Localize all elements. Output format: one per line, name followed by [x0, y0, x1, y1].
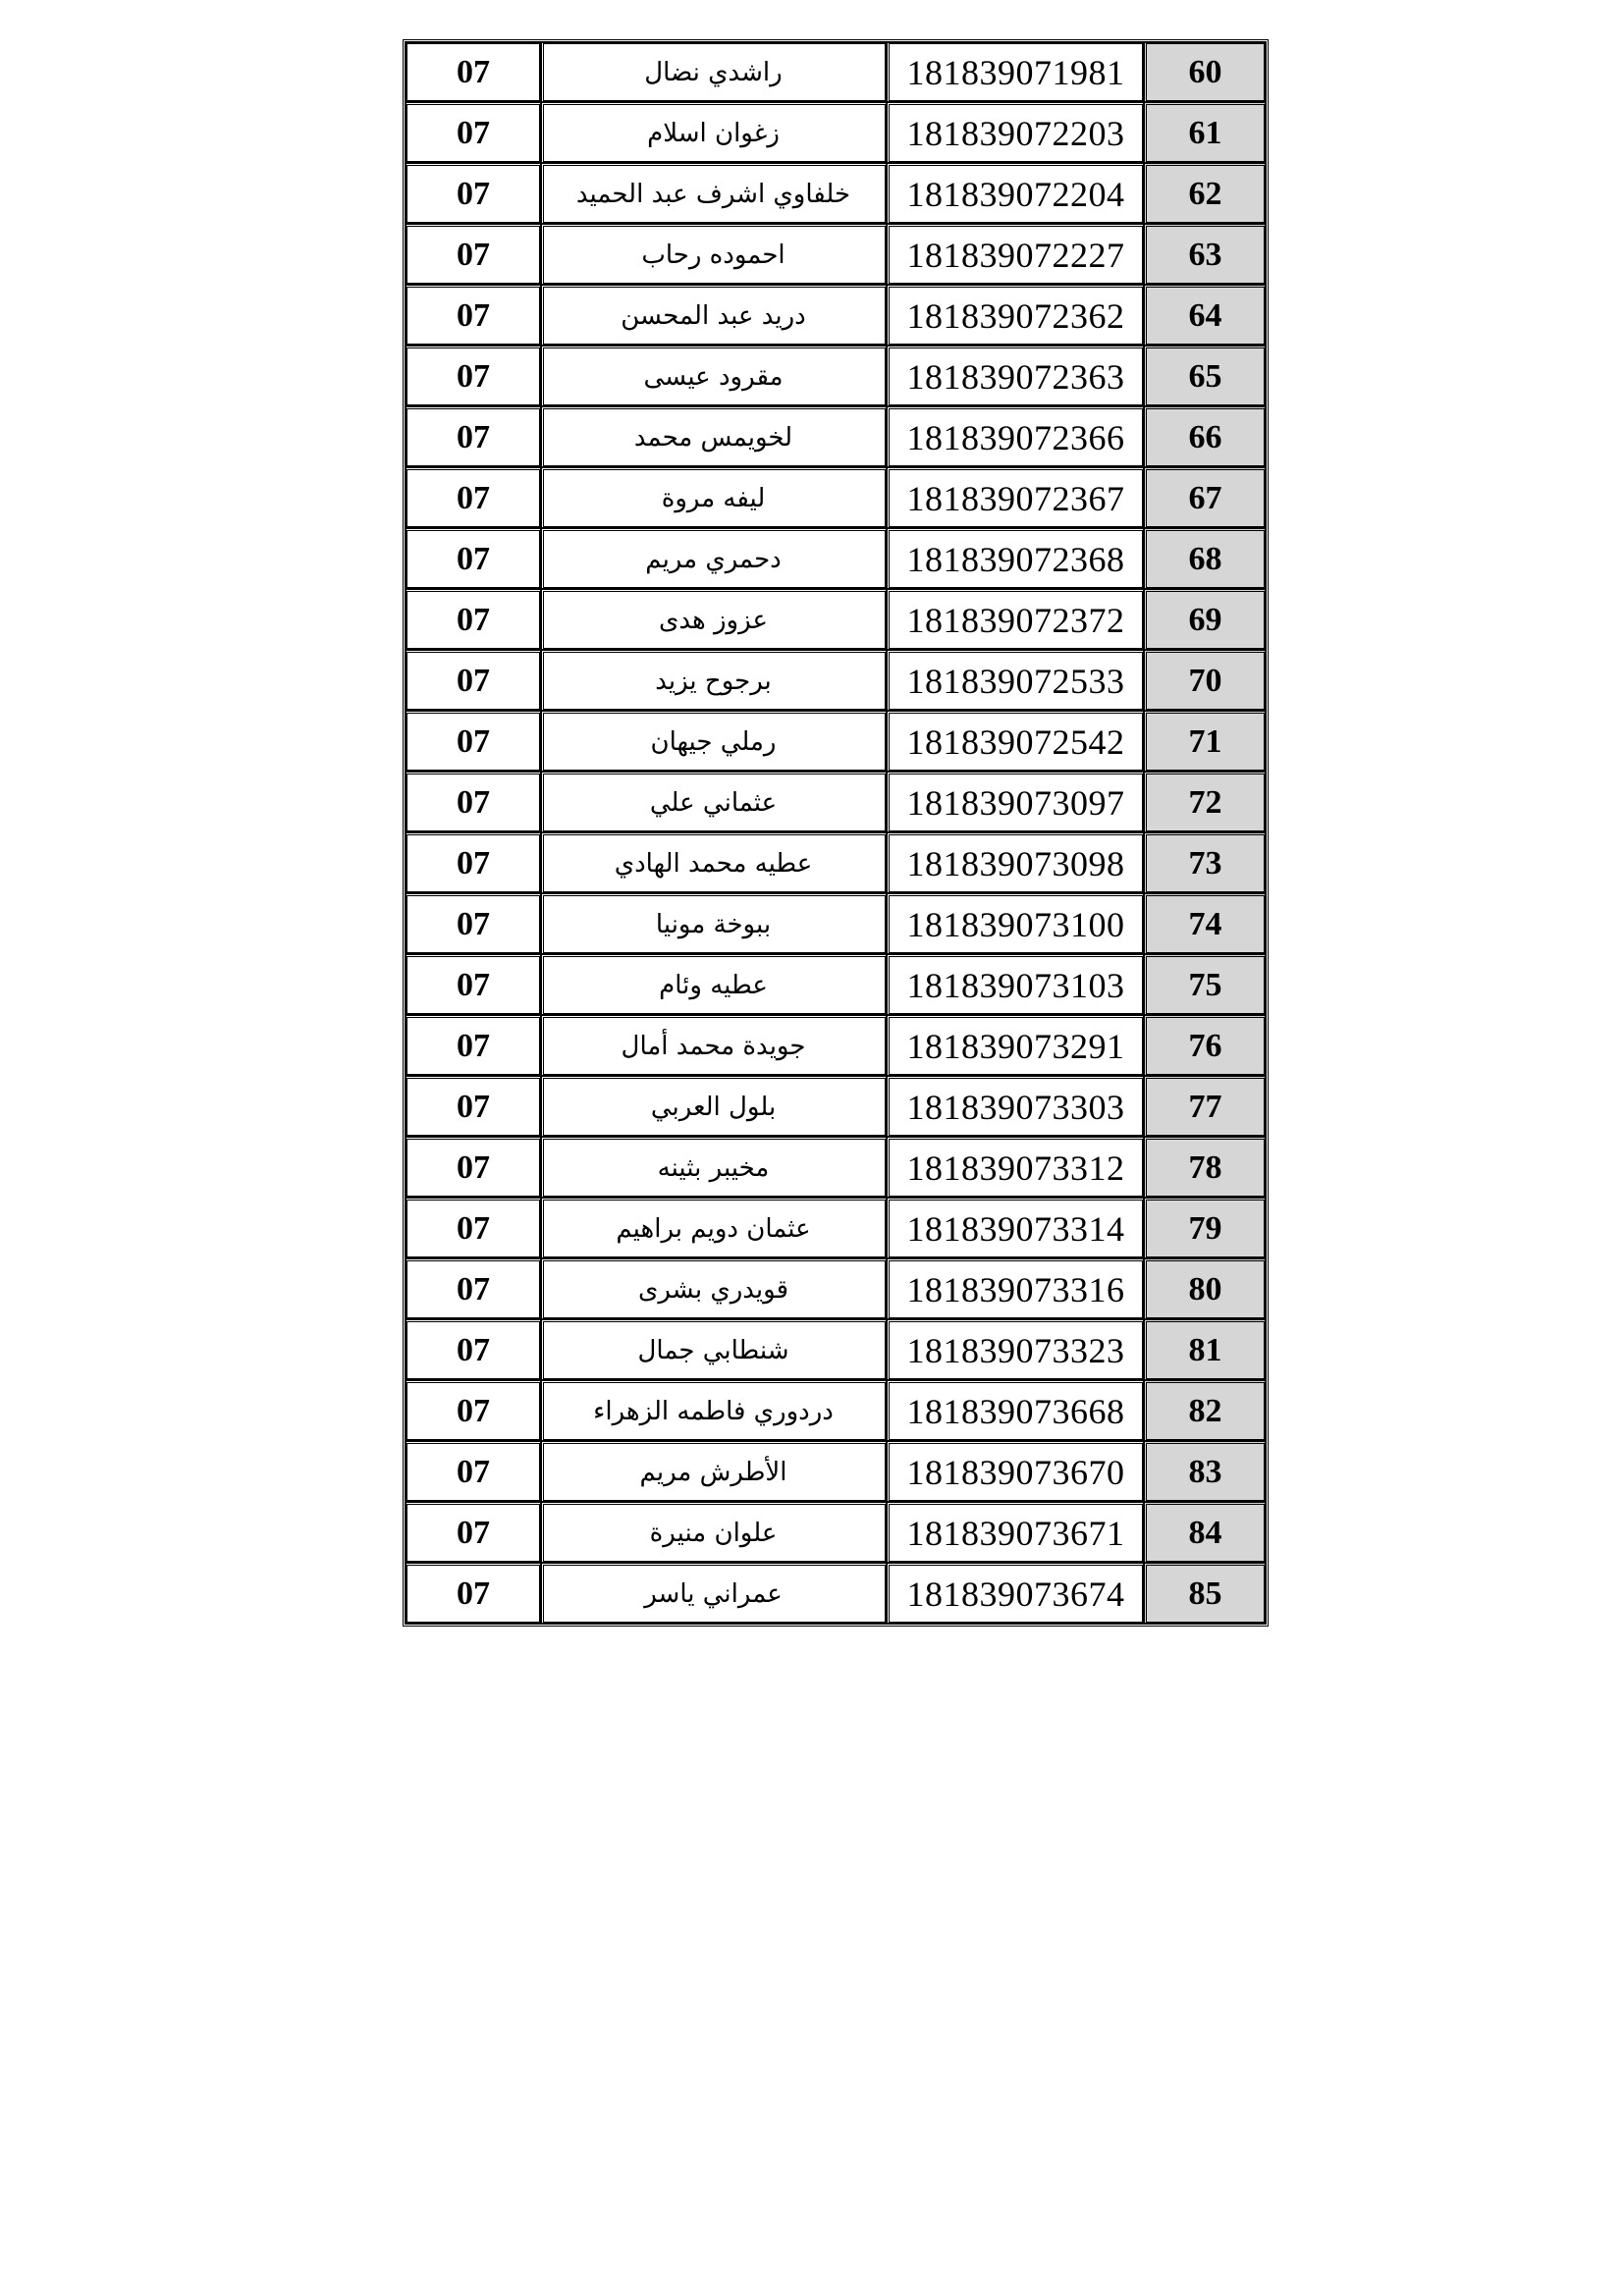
row-number-cell: 70 [1144, 650, 1266, 711]
row-number-cell: 85 [1144, 1563, 1266, 1624]
group-cell: 07 [406, 589, 541, 650]
name-cell: مخيبر بثينه [541, 1137, 887, 1198]
roster-body [406, 42, 1266, 1624]
row-number-cell: 64 [1144, 285, 1266, 346]
table-row [406, 42, 1266, 102]
table-row [406, 528, 1266, 589]
table-row [406, 1441, 1266, 1502]
group-cell: 07 [406, 102, 541, 163]
registration-number-cell: 181839073314 [887, 1198, 1144, 1258]
name-cell: ليفه مروة [541, 467, 887, 528]
registration-number-cell: 181839073668 [887, 1380, 1144, 1441]
table-row [406, 1563, 1266, 1624]
registration-number-cell: 181839072366 [887, 406, 1144, 467]
group-cell: 07 [406, 1137, 541, 1198]
row-number-cell: 84 [1144, 1502, 1266, 1563]
registration-number-cell: 181839073670 [887, 1441, 1144, 1502]
registration-number-cell: 181839073671 [887, 1502, 1144, 1563]
name-cell: احموده رحاب [541, 224, 887, 285]
name-cell: راشدي نضال [541, 42, 887, 102]
table-row [406, 772, 1266, 832]
row-number-cell: 69 [1144, 589, 1266, 650]
group-cell: 07 [406, 1076, 541, 1137]
group-cell: 07 [406, 1319, 541, 1380]
registration-number-cell: 181839072542 [887, 711, 1144, 772]
name-cell: الأطرش مريم [541, 1441, 887, 1502]
table-row [406, 102, 1266, 163]
group-cell: 07 [406, 224, 541, 285]
name-cell: عطيه وئام [541, 954, 887, 1015]
group-cell: 07 [406, 163, 541, 224]
registration-number-cell: 181839073100 [887, 893, 1144, 954]
registration-number-cell: 181839073303 [887, 1076, 1144, 1137]
row-number-cell: 80 [1144, 1258, 1266, 1319]
table-row [406, 1380, 1266, 1441]
row-number-cell: 76 [1144, 1015, 1266, 1076]
group-cell: 07 [406, 832, 541, 893]
registration-number-cell: 181839072533 [887, 650, 1144, 711]
name-cell: مقرود عيسى [541, 346, 887, 406]
table-row [406, 650, 1266, 711]
group-cell: 07 [406, 711, 541, 772]
group-cell: 07 [406, 650, 541, 711]
registration-number-cell: 181839072227 [887, 224, 1144, 285]
name-cell: دردوري فاطمه الزهراء [541, 1380, 887, 1441]
row-number-cell: 63 [1144, 224, 1266, 285]
table-row [406, 1502, 1266, 1563]
table-row [406, 406, 1266, 467]
name-cell: برجوح يزيد [541, 650, 887, 711]
name-cell: لخويمس محمد [541, 406, 887, 467]
name-cell: دريد عبد المحسن [541, 285, 887, 346]
name-cell: عزوز هدى [541, 589, 887, 650]
table-row [406, 346, 1266, 406]
group-cell: 07 [406, 1502, 541, 1563]
name-cell: عثماني علي [541, 772, 887, 832]
name-cell: زغوان اسلام [541, 102, 887, 163]
name-cell: دحمري مريم [541, 528, 887, 589]
group-cell: 07 [406, 772, 541, 832]
name-cell: شنطابي جمال [541, 1319, 887, 1380]
name-cell: عطيه محمد الهادي [541, 832, 887, 893]
group-cell: 07 [406, 528, 541, 589]
name-cell: خلفاوي اشرف عبد الحميد [541, 163, 887, 224]
registration-number-cell: 181839073674 [887, 1563, 1144, 1624]
name-cell: رملي جيهان [541, 711, 887, 772]
row-number-cell: 78 [1144, 1137, 1266, 1198]
row-number-cell: 60 [1144, 42, 1266, 102]
registration-number-cell: 181839073291 [887, 1015, 1144, 1076]
group-cell: 07 [406, 1380, 541, 1441]
table-row [406, 285, 1266, 346]
row-number-cell: 83 [1144, 1441, 1266, 1502]
row-number-cell: 75 [1144, 954, 1266, 1015]
row-number-cell: 77 [1144, 1076, 1266, 1137]
registration-number-cell: 181839071981 [887, 42, 1144, 102]
table-row [406, 589, 1266, 650]
registration-number-cell: 181839072203 [887, 102, 1144, 163]
registration-number-cell: 181839072363 [887, 346, 1144, 406]
name-cell: عثمان دويم براهيم [541, 1198, 887, 1258]
table-row [406, 1015, 1266, 1076]
group-cell: 07 [406, 285, 541, 346]
group-cell: 07 [406, 1198, 541, 1258]
table-row [406, 954, 1266, 1015]
row-number-cell: 68 [1144, 528, 1266, 589]
table-row [406, 467, 1266, 528]
name-cell: عمراني ياسر [541, 1563, 887, 1624]
table-row [406, 1258, 1266, 1319]
registration-number-cell: 181839072204 [887, 163, 1144, 224]
name-cell: جويدة محمد أمال [541, 1015, 887, 1076]
table-row [406, 893, 1266, 954]
registration-number-cell: 181839072362 [887, 285, 1144, 346]
registration-number-cell: 181839072367 [887, 467, 1144, 528]
name-cell: علوان منيرة [541, 1502, 887, 1563]
table-row [406, 1198, 1266, 1258]
table-row [406, 1319, 1266, 1380]
registration-number-cell: 181839073312 [887, 1137, 1144, 1198]
row-number-cell: 79 [1144, 1198, 1266, 1258]
registration-number-cell: 181839072368 [887, 528, 1144, 589]
row-number-cell: 72 [1144, 772, 1266, 832]
registration-number-cell: 181839073097 [887, 772, 1144, 832]
table-row [406, 224, 1266, 285]
group-cell: 07 [406, 1258, 541, 1319]
row-number-cell: 62 [1144, 163, 1266, 224]
group-cell: 07 [406, 406, 541, 467]
row-number-cell: 73 [1144, 832, 1266, 893]
row-number-cell: 74 [1144, 893, 1266, 954]
name-cell: بلول العربي [541, 1076, 887, 1137]
document-page [403, 39, 1263, 1627]
group-cell: 07 [406, 893, 541, 954]
row-number-cell: 82 [1144, 1380, 1266, 1441]
row-number-cell: 81 [1144, 1319, 1266, 1380]
group-cell: 07 [406, 467, 541, 528]
group-cell: 07 [406, 346, 541, 406]
group-cell: 07 [406, 1563, 541, 1624]
registration-number-cell: 181839073316 [887, 1258, 1144, 1319]
row-number-cell: 71 [1144, 711, 1266, 772]
group-cell: 07 [406, 954, 541, 1015]
registration-number-cell: 181839073323 [887, 1319, 1144, 1380]
table-row [406, 163, 1266, 224]
name-cell: ببوخة مونيا [541, 893, 887, 954]
table-row [406, 832, 1266, 893]
group-cell: 07 [406, 1441, 541, 1502]
group-cell: 07 [406, 42, 541, 102]
row-number-cell: 67 [1144, 467, 1266, 528]
table-row [406, 711, 1266, 772]
student-roster-table [403, 39, 1269, 1627]
name-cell: قويدري بشرى [541, 1258, 887, 1319]
row-number-cell: 61 [1144, 102, 1266, 163]
table-row [406, 1137, 1266, 1198]
group-cell: 07 [406, 1015, 541, 1076]
registration-number-cell: 181839073103 [887, 954, 1144, 1015]
registration-number-cell: 181839073098 [887, 832, 1144, 893]
row-number-cell: 66 [1144, 406, 1266, 467]
table-row [406, 1076, 1266, 1137]
row-number-cell: 65 [1144, 346, 1266, 406]
registration-number-cell: 181839072372 [887, 589, 1144, 650]
